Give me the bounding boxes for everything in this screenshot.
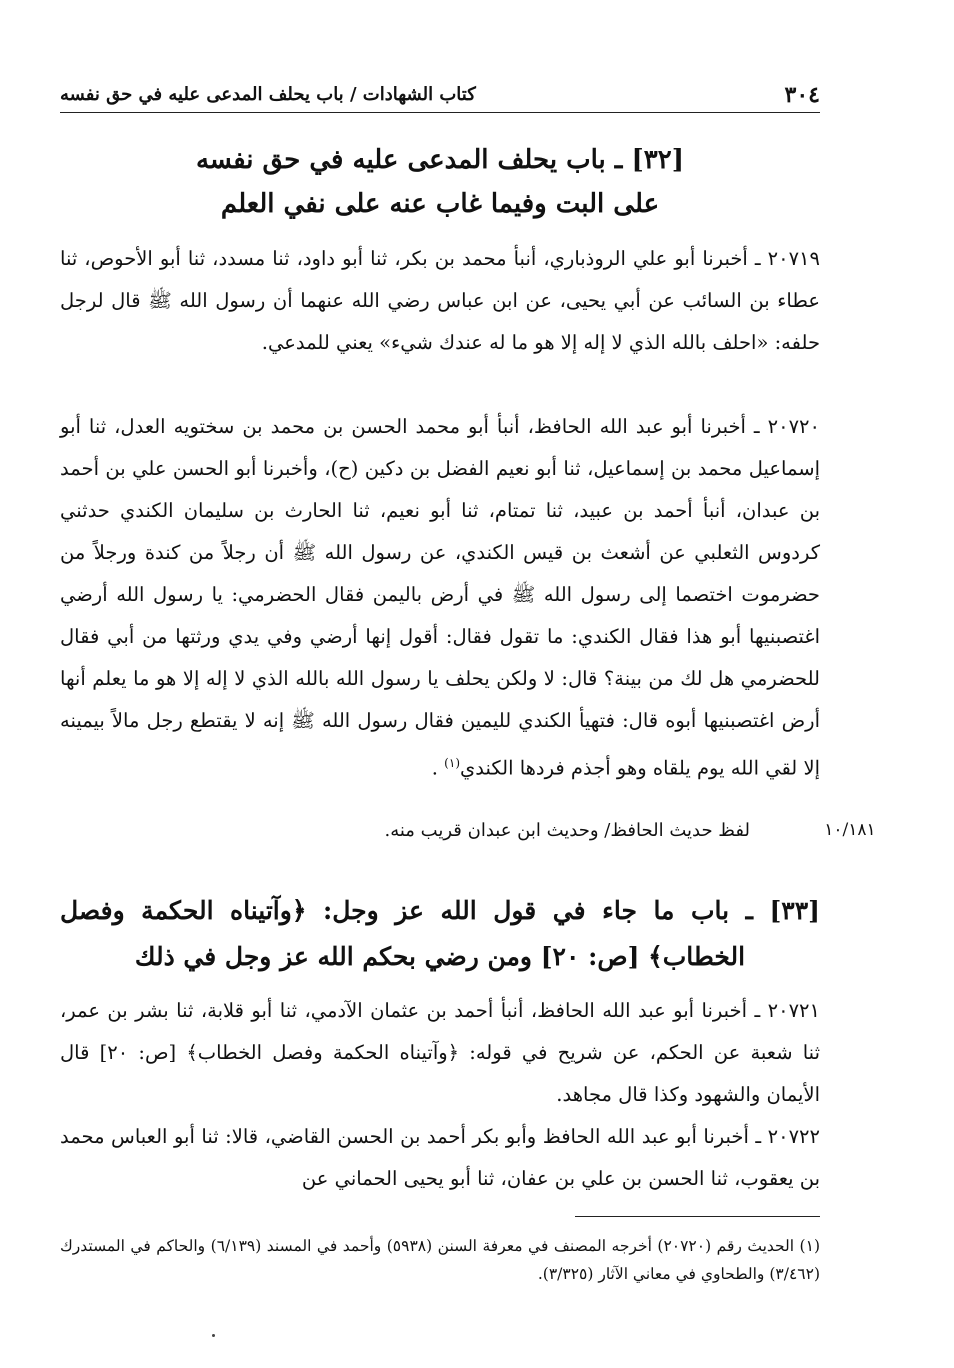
hadith-20719: ٢٠٧١٩ ـ أخبرنا أبو علي الروذباري، أنبأ محمد بن بكر، ثنا أبو داود، ثنا مسدد، ثنا أبو الأحوص، ثنا عطاء بن السائب عن أبي يحيى، عن ابن عباس رضي الله عنهما أن رسول الله ﷺ قال لرجل حلفه: «احلف بالله الذي لا إله إلا هو ما له عندك شيء» يعني للمدعي. xyxy=(60,247,820,354)
margin-reference: ١٠/١٨١ xyxy=(824,820,876,840)
page-header xyxy=(60,82,820,113)
hadith-20721: ٢٠٧٢١ ـ أخبرنا أبو عبد الله الحافظ، أنبأ أحمد بن عثمان الآدمي، ثنا أبو قلابة، ثنا بشر بن عمر، ثنا شعبة عن الحكم، عن شريح في قوله: ﴿وآتيناه الحكمة وفصل الخطاب﴾ [ص: ٢٠] قال الأيمان والشهود وكذا قال مجاهد. xyxy=(60,999,820,1106)
hadith-20720-end: . xyxy=(431,756,445,780)
footnote-marker: (١) xyxy=(444,756,460,770)
hadith-20720 xyxy=(60,406,820,790)
section-heading-32 xyxy=(60,138,820,226)
wording-note: لفظ حديث الحافظ/ وحديث ابن عبدان قريب منه. xyxy=(384,820,750,841)
scan-speck xyxy=(212,1334,215,1337)
section-heading-line2: على البت وفيما غاب عنه على نفي العلم xyxy=(220,189,660,219)
section-heading-33: [٣٣] ـ باب ما جاء في قول الله عز وجل: ﴿وآتيناه الحكمة وفصل الخطاب﴾ [ص: ٢٠] ومن رضي بحكم الله عز وجل في ذلك xyxy=(60,896,820,971)
footnote-1: (١) الحديث رقم (٢٠٧٢٠) أخرجه المصنف في معرفة السنن (٥٩٣٨) وأحمد في المسند (٦/١٣٩) والحاكم في المستدرك (٣/٤٦٢) والطحاوي في معاني الآثار (٣/٣٢٥). xyxy=(60,1237,820,1283)
running-title: كتاب الشهادات / باب يحلف المدعى عليه في حق نفسه xyxy=(60,84,476,105)
hadith-20722: ٢٠٧٢٢ ـ أخبرنا أبو عبد الله الحافظ وأبو بكر أحمد بن الحسن القاضي، قالا: ثنا أبو العباس محمد بن يعقوب، ثنا الحسن بن علي بن عفان، ثنا أبو يحيى الحماني عن xyxy=(60,1125,820,1190)
section-heading-line1: [٣٢] ـ باب يحلف المدعى عليه في حق نفسه xyxy=(195,145,685,175)
footnote-separator xyxy=(575,1216,820,1217)
hadith-20720-text: ٢٠٧٢٠ ـ أخبرنا أبو عبد الله الحافظ، أنبأ أبو محمد الحسن بن محمد بن سختويه العدل، ثنا أبو إسماعيل محمد بن إسماعيل، ثنا أبو نعيم الفضل بن دكين (ح)، وأخبرنا أبو الحسن علي بن أحمد بن عبدان، أنبأ أحمد بن عبيد، ثنا تمتام، ثنا أبو نعيم، ثنا الحارث بن سليمان الكندي حدثني كردوس الثعلبي عن أشعث بن قيس الكندي، عن رسول الله ﷺ أن رجلاً من كندة ورجلاً من حضرموت اختصما إلى رسول الله ﷺ في أرض باليمن فقال الحضرمي: يا رسول الله أرضي اغتصبنيها أبو هذا فقال الكندي: ما تقول فقال: أقول إنها أرضي وفي يدي ورثتها من أبي فقال للحضرمي هل لك من بينة؟ قال: لا ولكن يحلف يا رسول الله بالله الذي لا إله إلا هو ما يعلم أنها أرض اغتصبنيها أبوه قال: فتهيأ الكندي لليمين فقال رسول الله ﷺ إنه لا يقتطع رجل مالاً بيمينه إلا لقي الله يوم يلقاه وهو أجذم فردها الكندي xyxy=(60,415,820,780)
page-number: ٣٠٤ xyxy=(784,82,820,108)
